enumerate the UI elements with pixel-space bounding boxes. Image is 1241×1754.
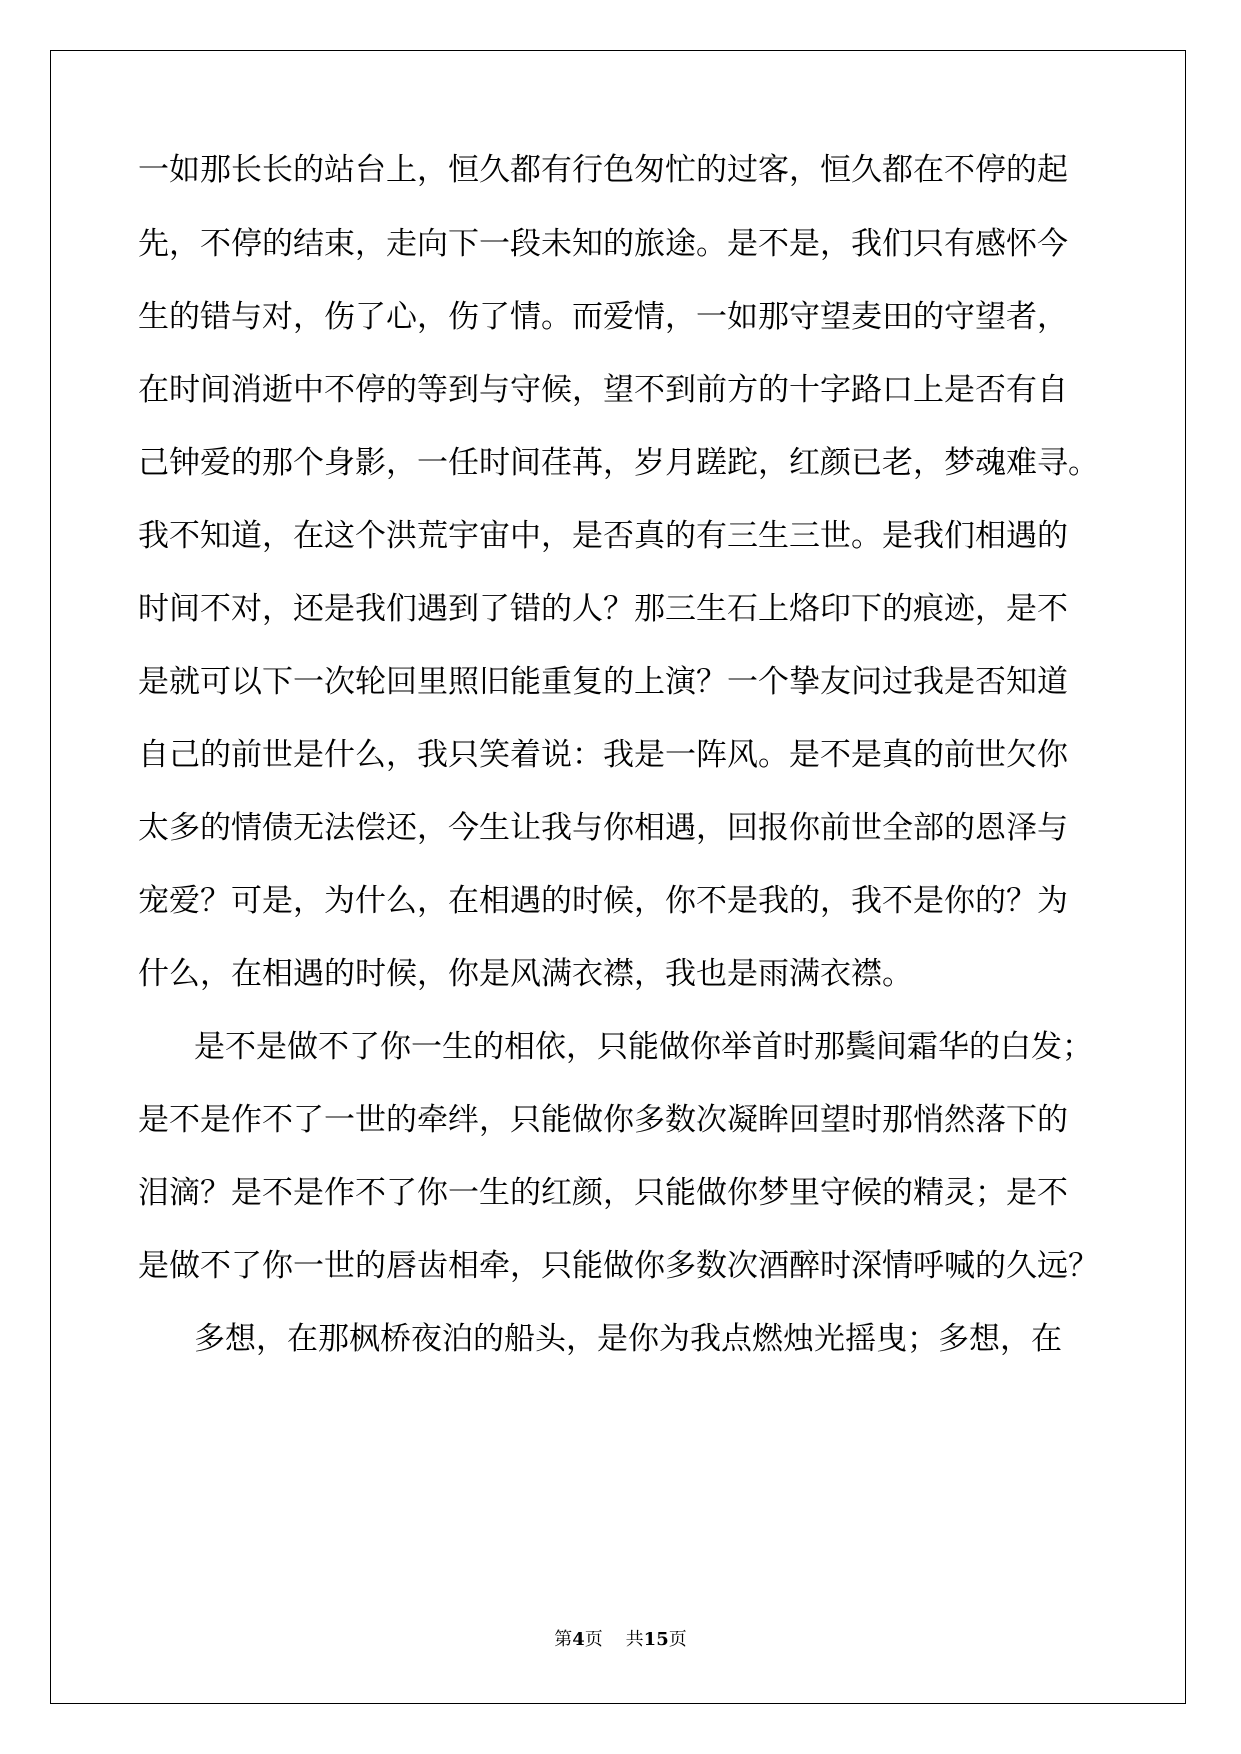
text-line: 我不知道，在这个洪荒宇宙中，是否真的有三生三世。是我们相遇的 bbox=[138, 518, 1068, 554]
text-line: 太多的情债无法偿还，今生让我与你相遇，回报你前世全部的恩泽与 bbox=[138, 810, 1068, 846]
total-pages: 15 bbox=[643, 1629, 669, 1650]
text-line: 时间不对，还是我们遇到了错的人？那三生石上烙印下的痕迹，是不 bbox=[138, 591, 1068, 627]
text-line: 生的错与对，伤了心，伤了情。而爱情，一如那守望麦田的守望者， bbox=[138, 299, 1068, 335]
text-line: 自己的前世是什么，我只笑着说：我是一阵风。是不是真的前世欠你 bbox=[138, 737, 1068, 773]
footer-prefix: 第 bbox=[554, 1629, 573, 1650]
text-line: 多想，在那枫桥夜泊的船头，是你为我点燃烛光摇曳；多想，在 bbox=[194, 1321, 1062, 1357]
text-line: 是就可以下一次轮回里照旧能重复的上演？一个挚友问过我是否知道 bbox=[138, 664, 1068, 700]
page-footer bbox=[0, 1631, 1241, 1649]
footer-total-suffix: 页 bbox=[668, 1629, 687, 1650]
text-line: 宠爱？可是，为什么，在相遇的时候，你不是我的，我不是你的？为 bbox=[138, 883, 1068, 919]
page-number: 4 bbox=[572, 1629, 585, 1650]
footer-total-prefix: 共 bbox=[625, 1629, 644, 1650]
text-line: 是做不了你一世的唇齿相牵，只能做你多数次酒醉时深情呼喊的久远？ bbox=[138, 1248, 1099, 1284]
text-line: 先，不停的结束，走向下一段未知的旅途。是不是，我们只有感怀今 bbox=[138, 226, 1068, 262]
text-line: 在时间消逝中不停的等到与守候，望不到前方的十字路口上是否有自 bbox=[138, 372, 1068, 408]
footer-page-suffix: 页 bbox=[584, 1629, 603, 1650]
text-line: 己钟爱的那个身影，一任时间荏苒，岁月蹉跎，红颜已老，梦魂难寻。 bbox=[138, 445, 1099, 481]
text-line: 是不是做不了你一生的相依，只能做你举首时那鬓间霜华的白发； bbox=[194, 1029, 1093, 1065]
text-line: 什么，在相遇的时候，你是风满衣襟，我也是雨满衣襟。 bbox=[138, 956, 913, 992]
text-line: 是不是作不了一世的牵绊，只能做你多数次凝眸回望时那悄然落下的 bbox=[138, 1102, 1068, 1138]
text-line: 泪滴？是不是作不了你一生的红颜，只能做你梦里守候的精灵；是不 bbox=[138, 1175, 1068, 1211]
text-line: 一如那长长的站台上，恒久都有行色匆忙的过客，恒久都在不停的起 bbox=[138, 152, 1068, 188]
